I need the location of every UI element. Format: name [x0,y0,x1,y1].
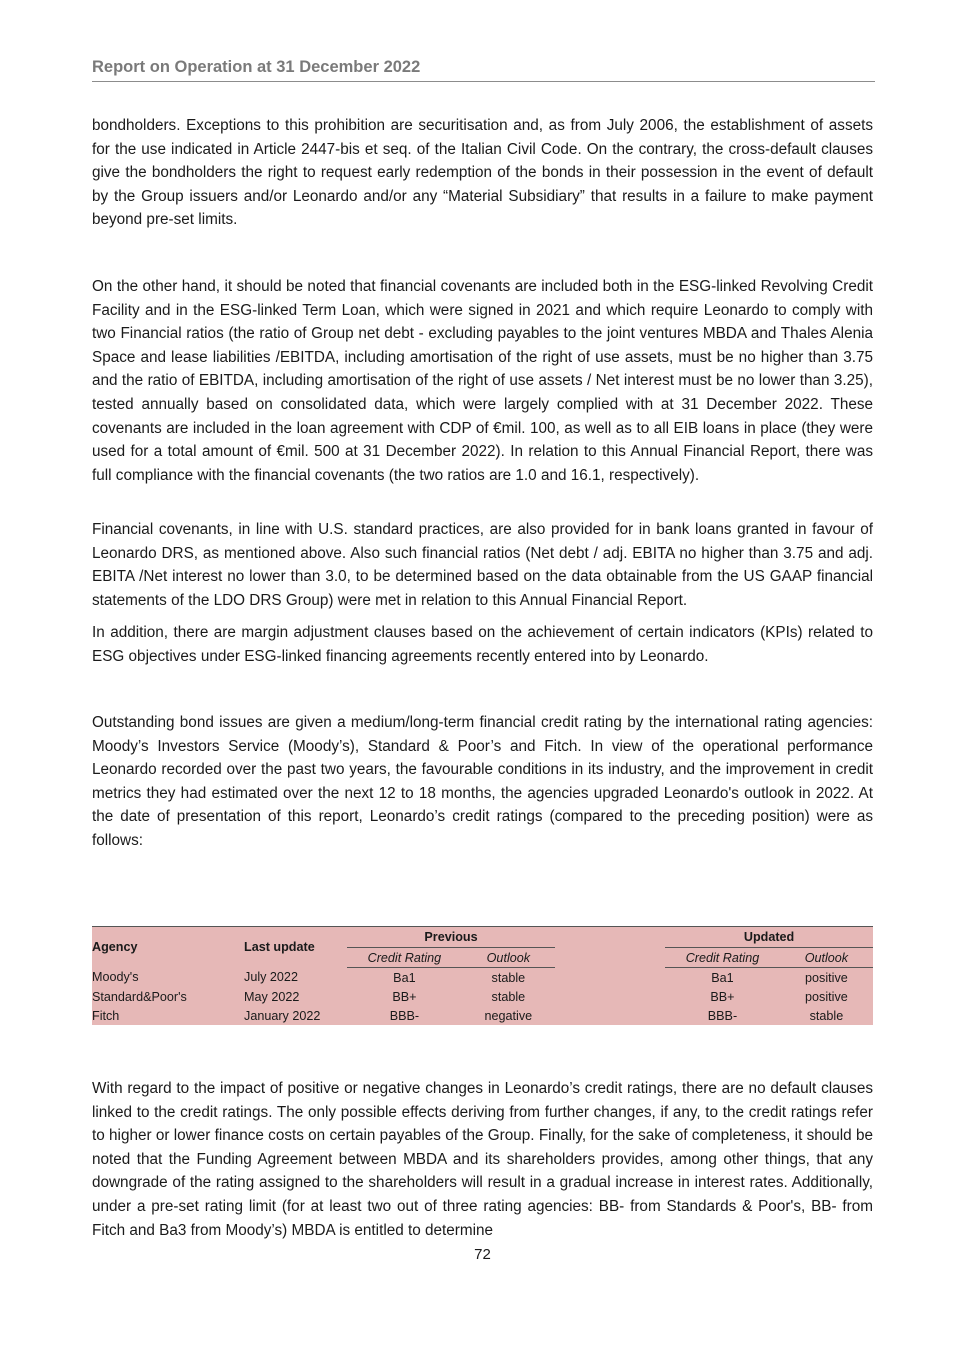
table-row [92,1006,873,1025]
cell-last-update: January 2022 [244,1006,347,1025]
cell-upd-outlook: positive [780,987,873,1006]
header-previous: Previous [347,927,555,948]
cell-prev-outlook: negative [462,1006,555,1025]
cell-prev-outlook: stable [462,987,555,1006]
paragraph-credit-rating: Outstanding bond issues are given a medium/long-term financial credit rating by the international rating agencies: Moody’s Investors Service (Moody’s), Standard & Poor’s and Fitch. In view of the operational performance Leonardo recorded over the past two years, the favourable conditions in its industry, and the improvement in credit metrics they had estimated over the next 12 to 18 months, the agencies upgraded Leonardo's outlook in 2022. At the date of presentation of this report, Leonardo’s credit ratings (compared to the preceding position) were as follows: [92,714,873,849]
header-upd-credit-rating: Credit Rating [665,948,780,968]
cell-prev-rating: Ba1 [347,968,462,988]
cell-upd-outlook: stable [780,1006,873,1025]
paragraph-cross-default: bondholders. Exceptions to this prohibition are securitisation and, as from July 2006, the establishment of assets for the use indicated in Article 2447-bis et seq. of the Italian Civil Code. On the contrary, the cross-default clauses give the bondholders the right to request early redemption of the bonds in their possession in the event of default by the Group issuers and/or Leonardo and/or any “Material Subsidiary” that results in a failure to make payment beyond pre-set limits. [92,117,873,229]
header-prev-outlook: Outlook [462,948,555,968]
header-prev-credit-rating: Credit Rating [347,948,462,968]
header-updated: Updated [665,927,873,948]
cell-last-update: July 2022 [244,968,347,988]
header-upd-outlook: Outlook [780,948,873,968]
cell-upd-rating: BBB- [665,1006,780,1025]
cell-agency: Fitch [92,1006,244,1025]
header-last-update: Last update [244,927,347,968]
table-row [92,987,873,1006]
cell-prev-rating: BBB- [347,1006,462,1025]
page-number: 72 [474,1246,491,1263]
table-row [92,968,873,988]
cell-agency: Moody's [92,968,244,988]
header-agency: Agency [92,927,244,968]
paragraph-financial-covenants: On the other hand, it should be noted that financial covenants are included both in the ESG-linked Revolving Credit Facility and in the ESG-linked Term Loan, which were signed in 2021 and which require Leonardo to comply with two Financial ratios (the ratio of Group net debt - excluding payables to the joint ventures MBDA and Thales Alenia Space and lease liabilities /EBITDA, including amortisation of the right of use assets, must be no higher than 3.75 and the ratio of EBITDA, including amortisation of the right of use assets / Net interest must be no lower than 3.25), tested annually based on consolidated data, which were largely complied with at 31 December 2022. These covenants are included in the loan agreement with CDP of €mil. 100, as well as to all EIB loans in place (they were used for a total amount of €mil. 500 at 31 December 2022). In relation to this Annual Financial Report, there was full compliance with the financial covenants (the two ratios are 1.0 and 16.1, respectively). [92,278,873,484]
cell-upd-outlook: positive [780,968,873,988]
cell-upd-rating: BB+ [665,987,780,1006]
paragraph-drs-covenants: Financial covenants, in line with U.S. standard practices, are also provided for in bank loans granted in favour of Leonardo DRS, as mentioned above. Also such financial ratios (Net debt / adj. EBITA no higher than 3.75 and adj. EBITA /Net interest no lower than 3.0, to be determined based on the data obtainable from the US GAAP financial statements of the LDO DRS Group) were met in relation to this Annual Financial Report. [92,521,873,609]
credit-rating-table [92,926,873,1025]
paragraph-margin-adjustment: In addition, there are margin adjustment clauses based on the achievement of certain indicators (KPIs) related to ESG objectives under ESG-linked financing agreements recently entered into by Leonardo. [92,624,873,665]
cell-spacer [555,968,665,988]
report-title: Report on Operation at 31 December 2022 [92,58,421,76]
page-header [92,58,875,82]
cell-upd-rating: Ba1 [665,968,780,988]
cell-prev-outlook: stable [462,968,555,988]
paragraph-rating-impact: With regard to the impact of positive or negative changes in Leonardo’s credit ratings, there are no default clauses linked to the credit ratings. The only possible effects deriving from further changes, if any, to the credit ratings refer to higher or lower finance costs on certain payables of the Group. Finally, for the sake of completeness, it should be noted that the Funding Agreement between MBDA and its shareholders provides, among other things, that any downgrade of the rating assigned to the shareholders will result in a gradual increase in interest rates. Additionally, under a pre-set rating limit (for at least two out of three rating agencies: BB- from Standards & Poor's, BB- from Fitch and Ba3 from Moody’s) MBDA is entitled to determine [92,1080,873,1239]
cell-last-update: May 2022 [244,987,347,1006]
cell-prev-rating: BB+ [347,987,462,1006]
cell-spacer [555,987,665,1006]
cell-agency: Standard&Poor's [92,987,244,1006]
cell-spacer [555,1006,665,1025]
header-spacer [555,927,665,968]
